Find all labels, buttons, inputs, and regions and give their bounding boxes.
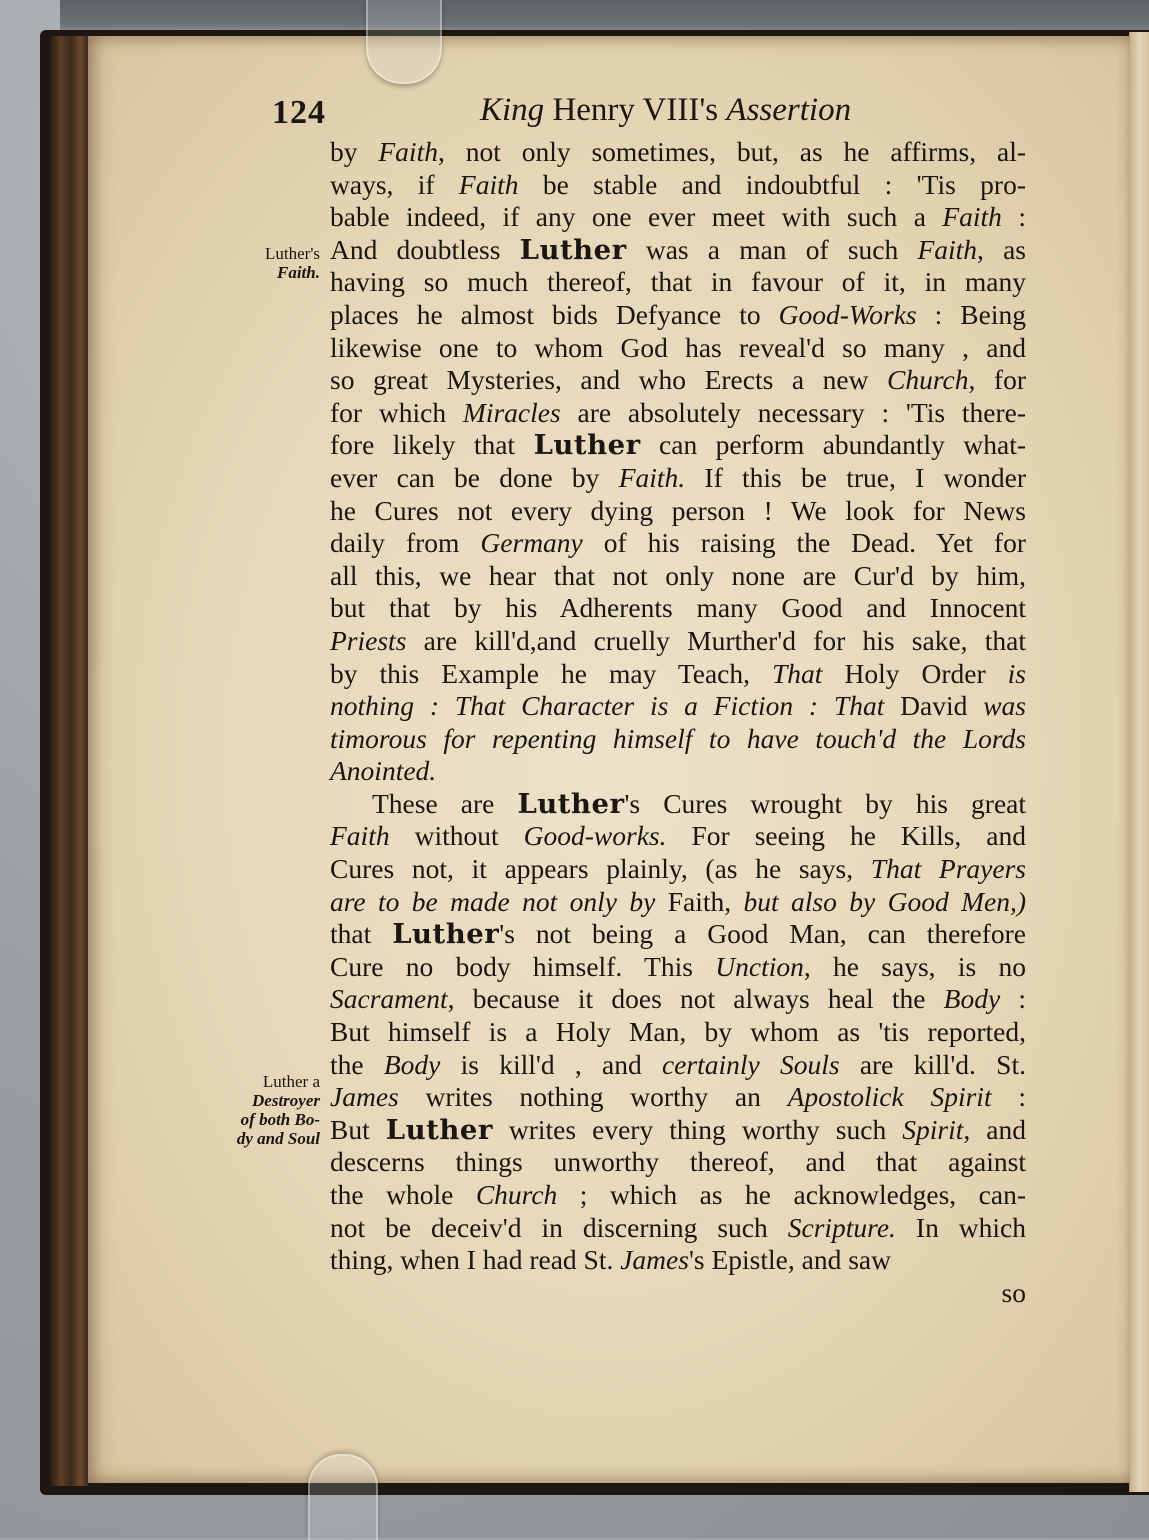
- running-title-henry: Henry VIII's: [544, 92, 727, 128]
- text-run: 's Cures wrought by his great: [624, 787, 1026, 819]
- text-line: [330, 560, 1026, 593]
- bottom-page-clip: [308, 1454, 378, 1540]
- italic-run: are to be made not only by: [330, 885, 656, 917]
- italic-run: Good-works.: [523, 820, 667, 852]
- text-line: [330, 820, 1026, 853]
- text-run: without: [389, 820, 524, 852]
- running-title-assertion: Assertion: [726, 92, 852, 128]
- text-run: 's Epistle, and saw: [688, 1244, 891, 1276]
- italic-run: Priests: [330, 624, 407, 656]
- text-run: are absolutely necessary : 'Tis there-: [560, 396, 1026, 428]
- text-run: Cure no body himself. This: [330, 950, 716, 982]
- text-run: For seeing he Kills, and: [666, 820, 1026, 852]
- margin-note-luther-destroyer: [212, 1072, 320, 1148]
- margin-note-line: Destroyer: [252, 1091, 320, 1110]
- italic-run: That: [772, 657, 823, 689]
- catchword: so: [1001, 1276, 1026, 1308]
- italic-run: Body: [383, 1048, 441, 1080]
- text-line: [330, 364, 1026, 397]
- text-run: by this Example he may Teach,: [330, 657, 773, 689]
- text-run: be stable and indoubtful : 'Tis pro-: [518, 168, 1026, 200]
- italic-run: James: [620, 1244, 689, 1276]
- text-line: [330, 723, 1026, 756]
- text-line: [330, 983, 1026, 1016]
- italic-run: was: [983, 690, 1026, 722]
- italic-run: Faith: [378, 136, 438, 167]
- text-run: Holy Order: [822, 657, 1008, 689]
- text-line: [330, 332, 1026, 365]
- italic-run: Faith.: [618, 461, 686, 493]
- text-run: of his raising the Dead. Yet for: [582, 527, 1026, 559]
- text-line: [330, 886, 1026, 919]
- text-line: [330, 397, 1026, 430]
- text-line: [330, 755, 1026, 788]
- italic-run: Church: [475, 1179, 558, 1210]
- italic-run: Unction: [715, 950, 804, 982]
- text-run: all this, we hear that not only none are Cur'd by him,: [330, 559, 1026, 591]
- text-line: [330, 1179, 1026, 1212]
- italic-run: Anointed.: [330, 755, 437, 787]
- text-line: [330, 1081, 1026, 1114]
- text-line: [330, 690, 1026, 723]
- text-run: daily from: [330, 527, 481, 559]
- text-line: [330, 1114, 1026, 1147]
- running-title: [480, 92, 851, 129]
- text-line: [330, 951, 1026, 984]
- text-run: Faith,: [655, 885, 744, 917]
- blackletter-word: Luther: [533, 429, 641, 462]
- text-run: ways, if: [330, 168, 459, 200]
- text-run: was a man of such: [626, 233, 918, 265]
- italic-run: That Prayers: [870, 853, 1027, 885]
- text-line: [330, 853, 1026, 886]
- italic-run: Faith: [917, 233, 978, 265]
- text-run: David: [884, 690, 984, 722]
- text-run: But: [330, 1113, 386, 1145]
- italic-run: is: [1007, 657, 1026, 689]
- text-line: [330, 299, 1026, 332]
- text-run: If this be true, I wonder: [685, 461, 1026, 493]
- text-line: [330, 658, 1026, 691]
- blackletter-word: Luther: [517, 787, 625, 820]
- text-line: [330, 788, 1026, 821]
- text-run: :: [1001, 201, 1026, 233]
- text-run: so great Mysteries, and who Erects a new: [330, 364, 887, 396]
- italic-run: certainly Souls: [661, 1048, 840, 1080]
- text-run: , he says, is no: [803, 950, 1026, 982]
- text-line: [330, 1049, 1026, 1082]
- text-line: [330, 266, 1026, 299]
- text-line: [330, 527, 1026, 560]
- text-run: , and: [963, 1113, 1027, 1145]
- text-line: [330, 201, 1026, 234]
- text-run: descerns things unworthy thereof, and that against: [330, 1146, 1026, 1178]
- margin-note-line: Luther's: [265, 244, 320, 263]
- text-run: not be deceiv'd in discerning such: [330, 1211, 788, 1243]
- text-run: ; which as he acknowledges, can-: [557, 1179, 1026, 1210]
- italic-run: nothing : That Character is a Fiction : That: [330, 690, 885, 722]
- text-line: [330, 462, 1026, 495]
- text-run: by: [330, 136, 379, 167]
- text-run: places he almost bids Defyance to: [330, 298, 779, 330]
- running-title-king: King: [480, 92, 545, 128]
- text-run: having so much thereof, that in favour of it, in many: [330, 266, 1026, 298]
- text-run: And doubtless: [330, 233, 520, 265]
- text-run: , as: [977, 233, 1027, 265]
- text-run: thing, when I had read St.: [330, 1244, 621, 1276]
- italic-run: Faith: [330, 820, 390, 852]
- text-line: [330, 1146, 1026, 1179]
- text-run: writes every thing worthy such: [492, 1113, 903, 1145]
- text-run: writes nothing worthy an: [398, 1081, 788, 1113]
- facing-page-edge: [1129, 32, 1149, 1492]
- text-line: [330, 1244, 1026, 1277]
- text-run: that: [330, 918, 393, 950]
- italic-run: Faith: [458, 168, 519, 200]
- text-run: , not only sometimes, but, as he affirms, al-: [437, 136, 1026, 167]
- page-number: 124: [272, 94, 326, 131]
- text-line: [330, 429, 1026, 462]
- italic-run: Miracles: [462, 396, 561, 428]
- text-run: is kill'd , and: [440, 1048, 662, 1080]
- blackletter-word: Luther: [392, 918, 500, 951]
- italic-run: Sacrament: [330, 983, 448, 1015]
- margin-note-line: Luther a: [262, 1072, 320, 1091]
- text-run: the whole: [330, 1179, 476, 1210]
- text-line: [330, 625, 1026, 658]
- blackletter-word: Luther: [385, 1113, 493, 1146]
- text-run: he Cures not every dying person ! We look for News: [330, 494, 1026, 526]
- italic-run: Church: [887, 364, 969, 396]
- italic-run: Faith: [942, 201, 1002, 233]
- text-line: [330, 136, 1026, 169]
- text-line: [330, 495, 1026, 528]
- page-edges: [50, 36, 88, 1486]
- blackletter-word: Luther: [519, 233, 627, 266]
- italic-run: Body: [943, 983, 1001, 1015]
- text-run: , because it does not always heal the: [447, 983, 944, 1015]
- body-text: [330, 136, 1026, 1309]
- text-run: :: [1000, 983, 1027, 1015]
- text-run: bable indeed, if any one ever meet with such a: [330, 201, 943, 233]
- text-run: : Being: [916, 298, 1026, 330]
- text-run: These are: [372, 787, 518, 819]
- italic-run: timorous for repenting himself to have touch'd the Lords: [330, 722, 1026, 754]
- text-run: for which: [330, 396, 463, 428]
- text-line: [330, 234, 1026, 267]
- top-page-clip: [366, 0, 442, 84]
- text-run: can perform abundantly what-: [640, 429, 1026, 461]
- text-line: [330, 169, 1026, 202]
- text-run: fore likely that: [330, 429, 534, 461]
- text-run: are kill'd. St.: [839, 1048, 1026, 1080]
- text-run: but that by his Adherents many Good and Innocent: [330, 592, 1026, 624]
- margin-note-line: dy and Soul: [236, 1129, 320, 1148]
- italic-run: Apostolick Spirit: [787, 1081, 992, 1113]
- italic-run: Scripture.: [787, 1211, 896, 1243]
- italic-run: James: [330, 1081, 399, 1113]
- text-run: likewise one to whom God has reveal'd so many , and: [330, 331, 1026, 363]
- text-line: [330, 1016, 1026, 1049]
- italic-run: Spirit: [902, 1113, 964, 1145]
- text-run: ever can be done by: [330, 461, 619, 493]
- italic-run: but also by Good Men,): [743, 885, 1026, 917]
- margin-note-line: of both Bo-: [240, 1110, 320, 1129]
- text-run: the: [330, 1048, 384, 1080]
- text-line: [330, 1212, 1026, 1245]
- text-run: But himself is a Holy Man, by whom as 'tis reported,: [330, 1016, 1026, 1048]
- margin-note-luthers-faith: [216, 244, 320, 282]
- text-run: are kill'd,and cruelly Murther'd for his sake, that: [406, 624, 1026, 656]
- text-run: In which: [895, 1211, 1026, 1243]
- margin-note-line: Faith.: [277, 263, 320, 282]
- running-head: [272, 92, 1032, 138]
- text-run: 's not being a Good Man, can therefore: [499, 918, 1026, 950]
- text-run: , for: [968, 364, 1026, 396]
- text-line: [330, 592, 1026, 625]
- text-run: Cures not, it appears plainly, (as he says,: [330, 853, 871, 885]
- italic-run: Good-Works: [778, 298, 917, 330]
- italic-run: Germany: [480, 527, 583, 559]
- text-run: :: [991, 1081, 1026, 1113]
- text-line: [330, 918, 1026, 951]
